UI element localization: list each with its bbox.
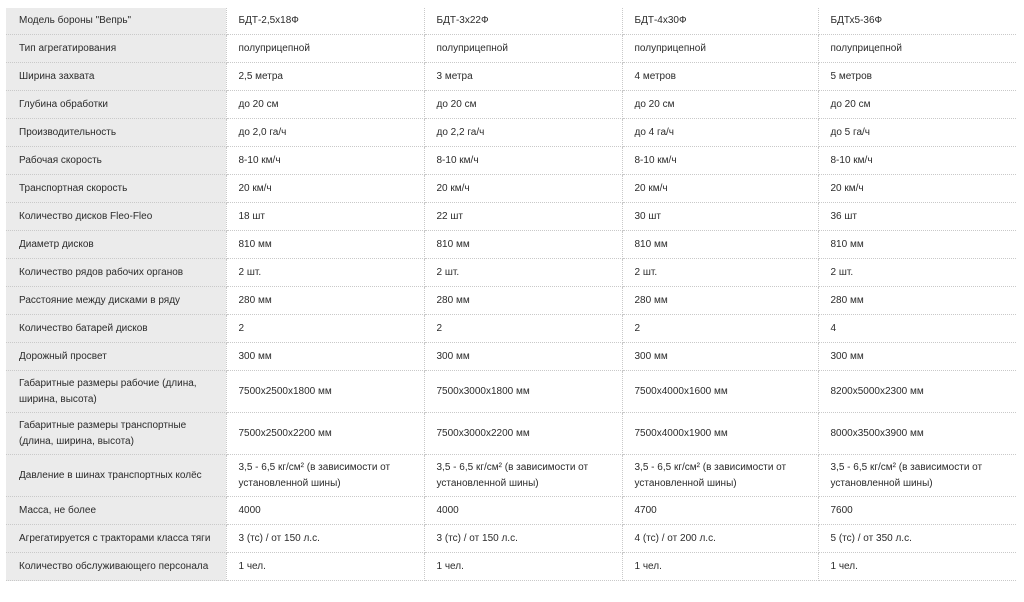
value-cell: 2 шт. — [622, 259, 818, 287]
value-cell: 4 (тс) / от 200 л.с. — [622, 525, 818, 553]
header-label-cell: Модель бороны "Вепрь" — [6, 8, 226, 35]
table-row — [6, 203, 1016, 231]
value-cell: до 20 см — [818, 91, 1016, 119]
value-cell: 280 мм — [818, 287, 1016, 315]
value-cell: до 20 см — [622, 91, 818, 119]
value-cell: 4000 — [424, 497, 622, 525]
table-row — [6, 175, 1016, 203]
value-cell: 2,5 метра — [226, 63, 424, 91]
value-cell: 2 — [424, 315, 622, 343]
value-cell: 4000 — [226, 497, 424, 525]
table-row — [6, 231, 1016, 259]
value-cell: до 2,2 га/ч — [424, 119, 622, 147]
value-cell: 1 чел. — [424, 553, 622, 581]
value-cell: 2 шт. — [424, 259, 622, 287]
value-cell: 1 чел. — [226, 553, 424, 581]
value-cell: 7500х4000х1900 мм — [622, 413, 818, 455]
model-cell: БДТ-2,5х18Ф — [226, 8, 424, 35]
value-cell: до 2,0 га/ч — [226, 119, 424, 147]
row-label-cell: Масса, не более — [6, 497, 226, 525]
value-cell: 7500х2500х1800 мм — [226, 371, 424, 413]
value-cell: полуприцепной — [818, 35, 1016, 63]
value-cell: 3 (тс) / от 150 л.с. — [226, 525, 424, 553]
value-cell: 280 мм — [226, 287, 424, 315]
value-cell: 2 шт. — [818, 259, 1016, 287]
value-cell: 20 км/ч — [818, 175, 1016, 203]
table-row — [6, 525, 1016, 553]
table-row — [6, 371, 1016, 413]
value-cell: полуприцепной — [424, 35, 622, 63]
table-row — [6, 455, 1016, 497]
value-cell: 8-10 км/ч — [622, 147, 818, 175]
value-cell: 20 км/ч — [226, 175, 424, 203]
value-cell: 300 мм — [226, 343, 424, 371]
specifications-table — [6, 8, 1016, 581]
table-row — [6, 413, 1016, 455]
value-cell: 7500х4000х1600 мм — [622, 371, 818, 413]
table-row — [6, 553, 1016, 581]
table-row — [6, 147, 1016, 175]
table-row — [6, 91, 1016, 119]
table-row — [6, 287, 1016, 315]
value-cell: до 5 га/ч — [818, 119, 1016, 147]
row-label-cell: Количество обслуживающего персонала — [6, 553, 226, 581]
value-cell: 8-10 км/ч — [226, 147, 424, 175]
row-label-cell: Рабочая скорость — [6, 147, 226, 175]
value-cell: 3,5 - 6,5 кг/см² (в зависимости от установленной шины) — [424, 455, 622, 497]
header-row — [6, 8, 1016, 35]
row-label-cell: Габаритные размеры рабочие (длина, ширина, высота) — [6, 371, 226, 413]
value-cell: 5 (тс) / от 350 л.с. — [818, 525, 1016, 553]
value-cell: 280 мм — [622, 287, 818, 315]
value-cell: до 4 га/ч — [622, 119, 818, 147]
row-label-cell: Производительность — [6, 119, 226, 147]
value-cell: 3,5 - 6,5 кг/см² (в зависимости от установленной шины) — [226, 455, 424, 497]
row-label-cell: Дорожный просвет — [6, 343, 226, 371]
row-label-cell: Количество дисков Fleo-Fleo — [6, 203, 226, 231]
value-cell: 2 шт. — [226, 259, 424, 287]
value-cell: 8200х5000х2300 мм — [818, 371, 1016, 413]
value-cell: 7500х3000х2200 мм — [424, 413, 622, 455]
value-cell: 36 шт — [818, 203, 1016, 231]
table-row — [6, 259, 1016, 287]
value-cell: 3 метра — [424, 63, 622, 91]
value-cell: 18 шт — [226, 203, 424, 231]
value-cell: до 20 см — [226, 91, 424, 119]
model-cell: БДТ-4х30Ф — [622, 8, 818, 35]
value-cell: 7500х2500х2200 мм — [226, 413, 424, 455]
value-cell: 22 шт — [424, 203, 622, 231]
value-cell: 2 — [226, 315, 424, 343]
value-cell: 1 чел. — [622, 553, 818, 581]
value-cell: до 20 см — [424, 91, 622, 119]
row-label-cell: Габаритные размеры транспортные (длина, ширина, высота) — [6, 413, 226, 455]
value-cell: 810 мм — [818, 231, 1016, 259]
model-cell: БДТ-3х22Ф — [424, 8, 622, 35]
value-cell: 280 мм — [424, 287, 622, 315]
row-label-cell: Глубина обработки — [6, 91, 226, 119]
value-cell: 300 мм — [424, 343, 622, 371]
value-cell: 810 мм — [424, 231, 622, 259]
model-cell: БДТх5-36Ф — [818, 8, 1016, 35]
value-cell: 2 — [622, 315, 818, 343]
value-cell: 300 мм — [622, 343, 818, 371]
value-cell: 3,5 - 6,5 кг/см² (в зависимости от установленной шины) — [622, 455, 818, 497]
value-cell: 8-10 км/ч — [818, 147, 1016, 175]
row-label-cell: Расстояние между дисками в ряду — [6, 287, 226, 315]
value-cell: 20 км/ч — [622, 175, 818, 203]
row-label-cell: Давление в шинах транспортных колёс — [6, 455, 226, 497]
value-cell: полуприцепной — [226, 35, 424, 63]
value-cell: 20 км/ч — [424, 175, 622, 203]
value-cell: 7500х3000х1800 мм — [424, 371, 622, 413]
table-row — [6, 119, 1016, 147]
value-cell: 3 (тс) / от 150 л.с. — [424, 525, 622, 553]
table-row — [6, 497, 1016, 525]
table-row — [6, 63, 1016, 91]
value-cell: 8000х3500х3900 мм — [818, 413, 1016, 455]
value-cell: 810 мм — [622, 231, 818, 259]
value-cell: 7600 — [818, 497, 1016, 525]
row-label-cell: Транспортная скорость — [6, 175, 226, 203]
row-label-cell: Количество батарей дисков — [6, 315, 226, 343]
value-cell: 30 шт — [622, 203, 818, 231]
value-cell: 1 чел. — [818, 553, 1016, 581]
table-row — [6, 35, 1016, 63]
row-label-cell: Количество рядов рабочих органов — [6, 259, 226, 287]
value-cell: 4 — [818, 315, 1016, 343]
value-cell: 3,5 - 6,5 кг/см² (в зависимости от установленной шины) — [818, 455, 1016, 497]
value-cell: полуприцепной — [622, 35, 818, 63]
value-cell: 8-10 км/ч — [424, 147, 622, 175]
value-cell: 300 мм — [818, 343, 1016, 371]
value-cell: 5 метров — [818, 63, 1016, 91]
table-row — [6, 315, 1016, 343]
row-label-cell: Агрегатируется с тракторами класса тяги — [6, 525, 226, 553]
value-cell: 4 метров — [622, 63, 818, 91]
row-label-cell: Диаметр дисков — [6, 231, 226, 259]
row-label-cell: Ширина захвата — [6, 63, 226, 91]
row-label-cell: Тип агрегатирования — [6, 35, 226, 63]
value-cell: 4700 — [622, 497, 818, 525]
value-cell: 810 мм — [226, 231, 424, 259]
table-row — [6, 343, 1016, 371]
